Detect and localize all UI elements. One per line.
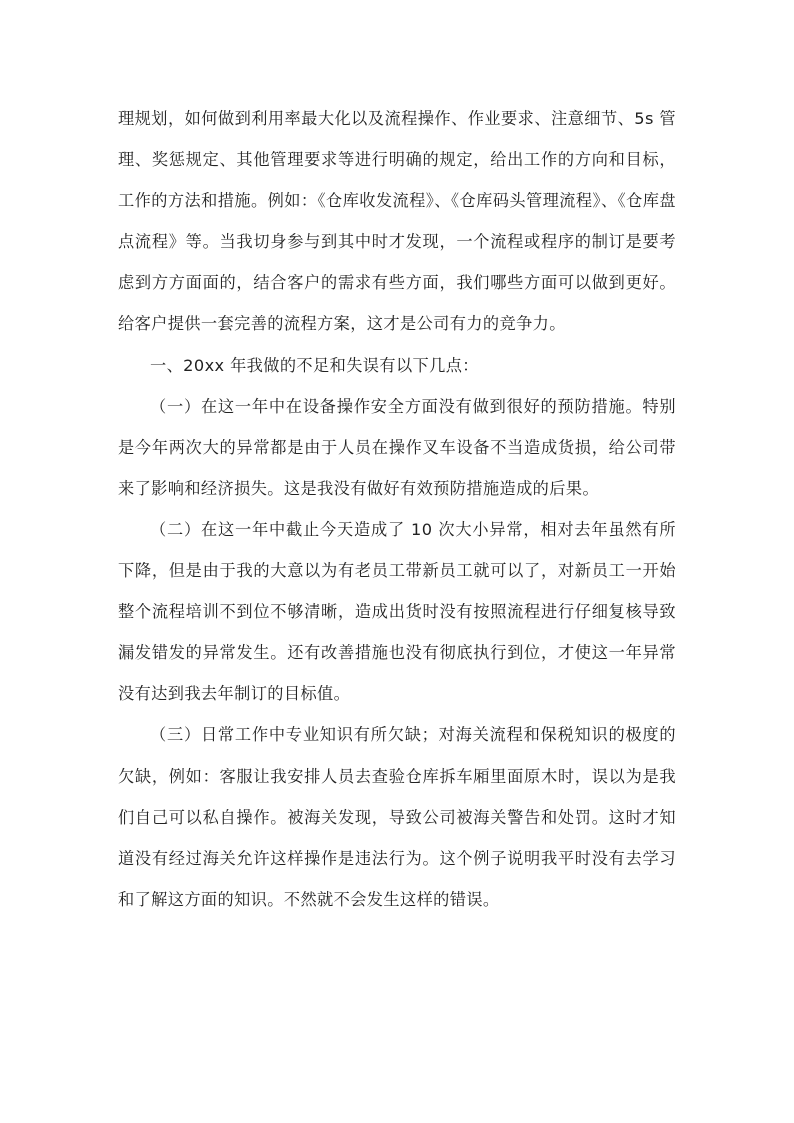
document-body: [118, 98, 676, 920]
paragraph-item-one: （一）在这一年中在设备操作安全方面没有做到很好的预防措施。特别是今年两次大的异常都是由于人员在操作叉车设备不当造成货损，给公司带来了影响和经济损失。这是我没有做好有效预防措施造成的后果。: [118, 396, 676, 498]
paragraph-section-heading: 一、20xx 年我做的不足和失误有以下几点：: [150, 355, 479, 375]
paragraph-process-planning: 理规划，如何做到利用率最大化以及流程操作、作业要求、注意细节、5s 管理、奖惩规定、其他管理要求等进行明确的规定，给出工作的方向和目标，工作的方法和措施。例如：《仓库收发流程》、《仓库码头管理流程》、《仓库盘点流程》等。当我切身参与到其中时才发现，一个流程或程序的制订是要考虑到方方面面的，结合客户的需求有些方面，我们哪些方面可以做到更好。给客户提供一套完善的流程方案，这才是公司有力的竞争力。: [118, 109, 676, 334]
paragraph-item-three: （三）日常工作中专业知识有所欠缺；对海关流程和保税知识的极度的欠缺，例如：客服让我安排人员去查验仓库拆车厢里面原木时，误以为是我们自己可以私自操作。被海关发现，导致公司被海关警告和处罚。这时才知道没有经过海关允许这样操作是违法行为。这个例子说明我平时没有去学习和了解这方面的知识。不然就不会发生这样的错误。: [118, 725, 676, 909]
paragraph-item-two: （二）在这一年中截止今天造成了 10 次大小异常，相对去年虽然有所下降，但是由于我的大意以为有老员工带新员工就可以了，对新员工一开始整个流程培训不到位不够清晰，造成出货时没有按照流程进行仔细复核导致漏发错发的异常发生。还有改善措施也没有彻底执行到位，才使这一年异常没有达到我去年制订的目标值。: [118, 519, 676, 704]
